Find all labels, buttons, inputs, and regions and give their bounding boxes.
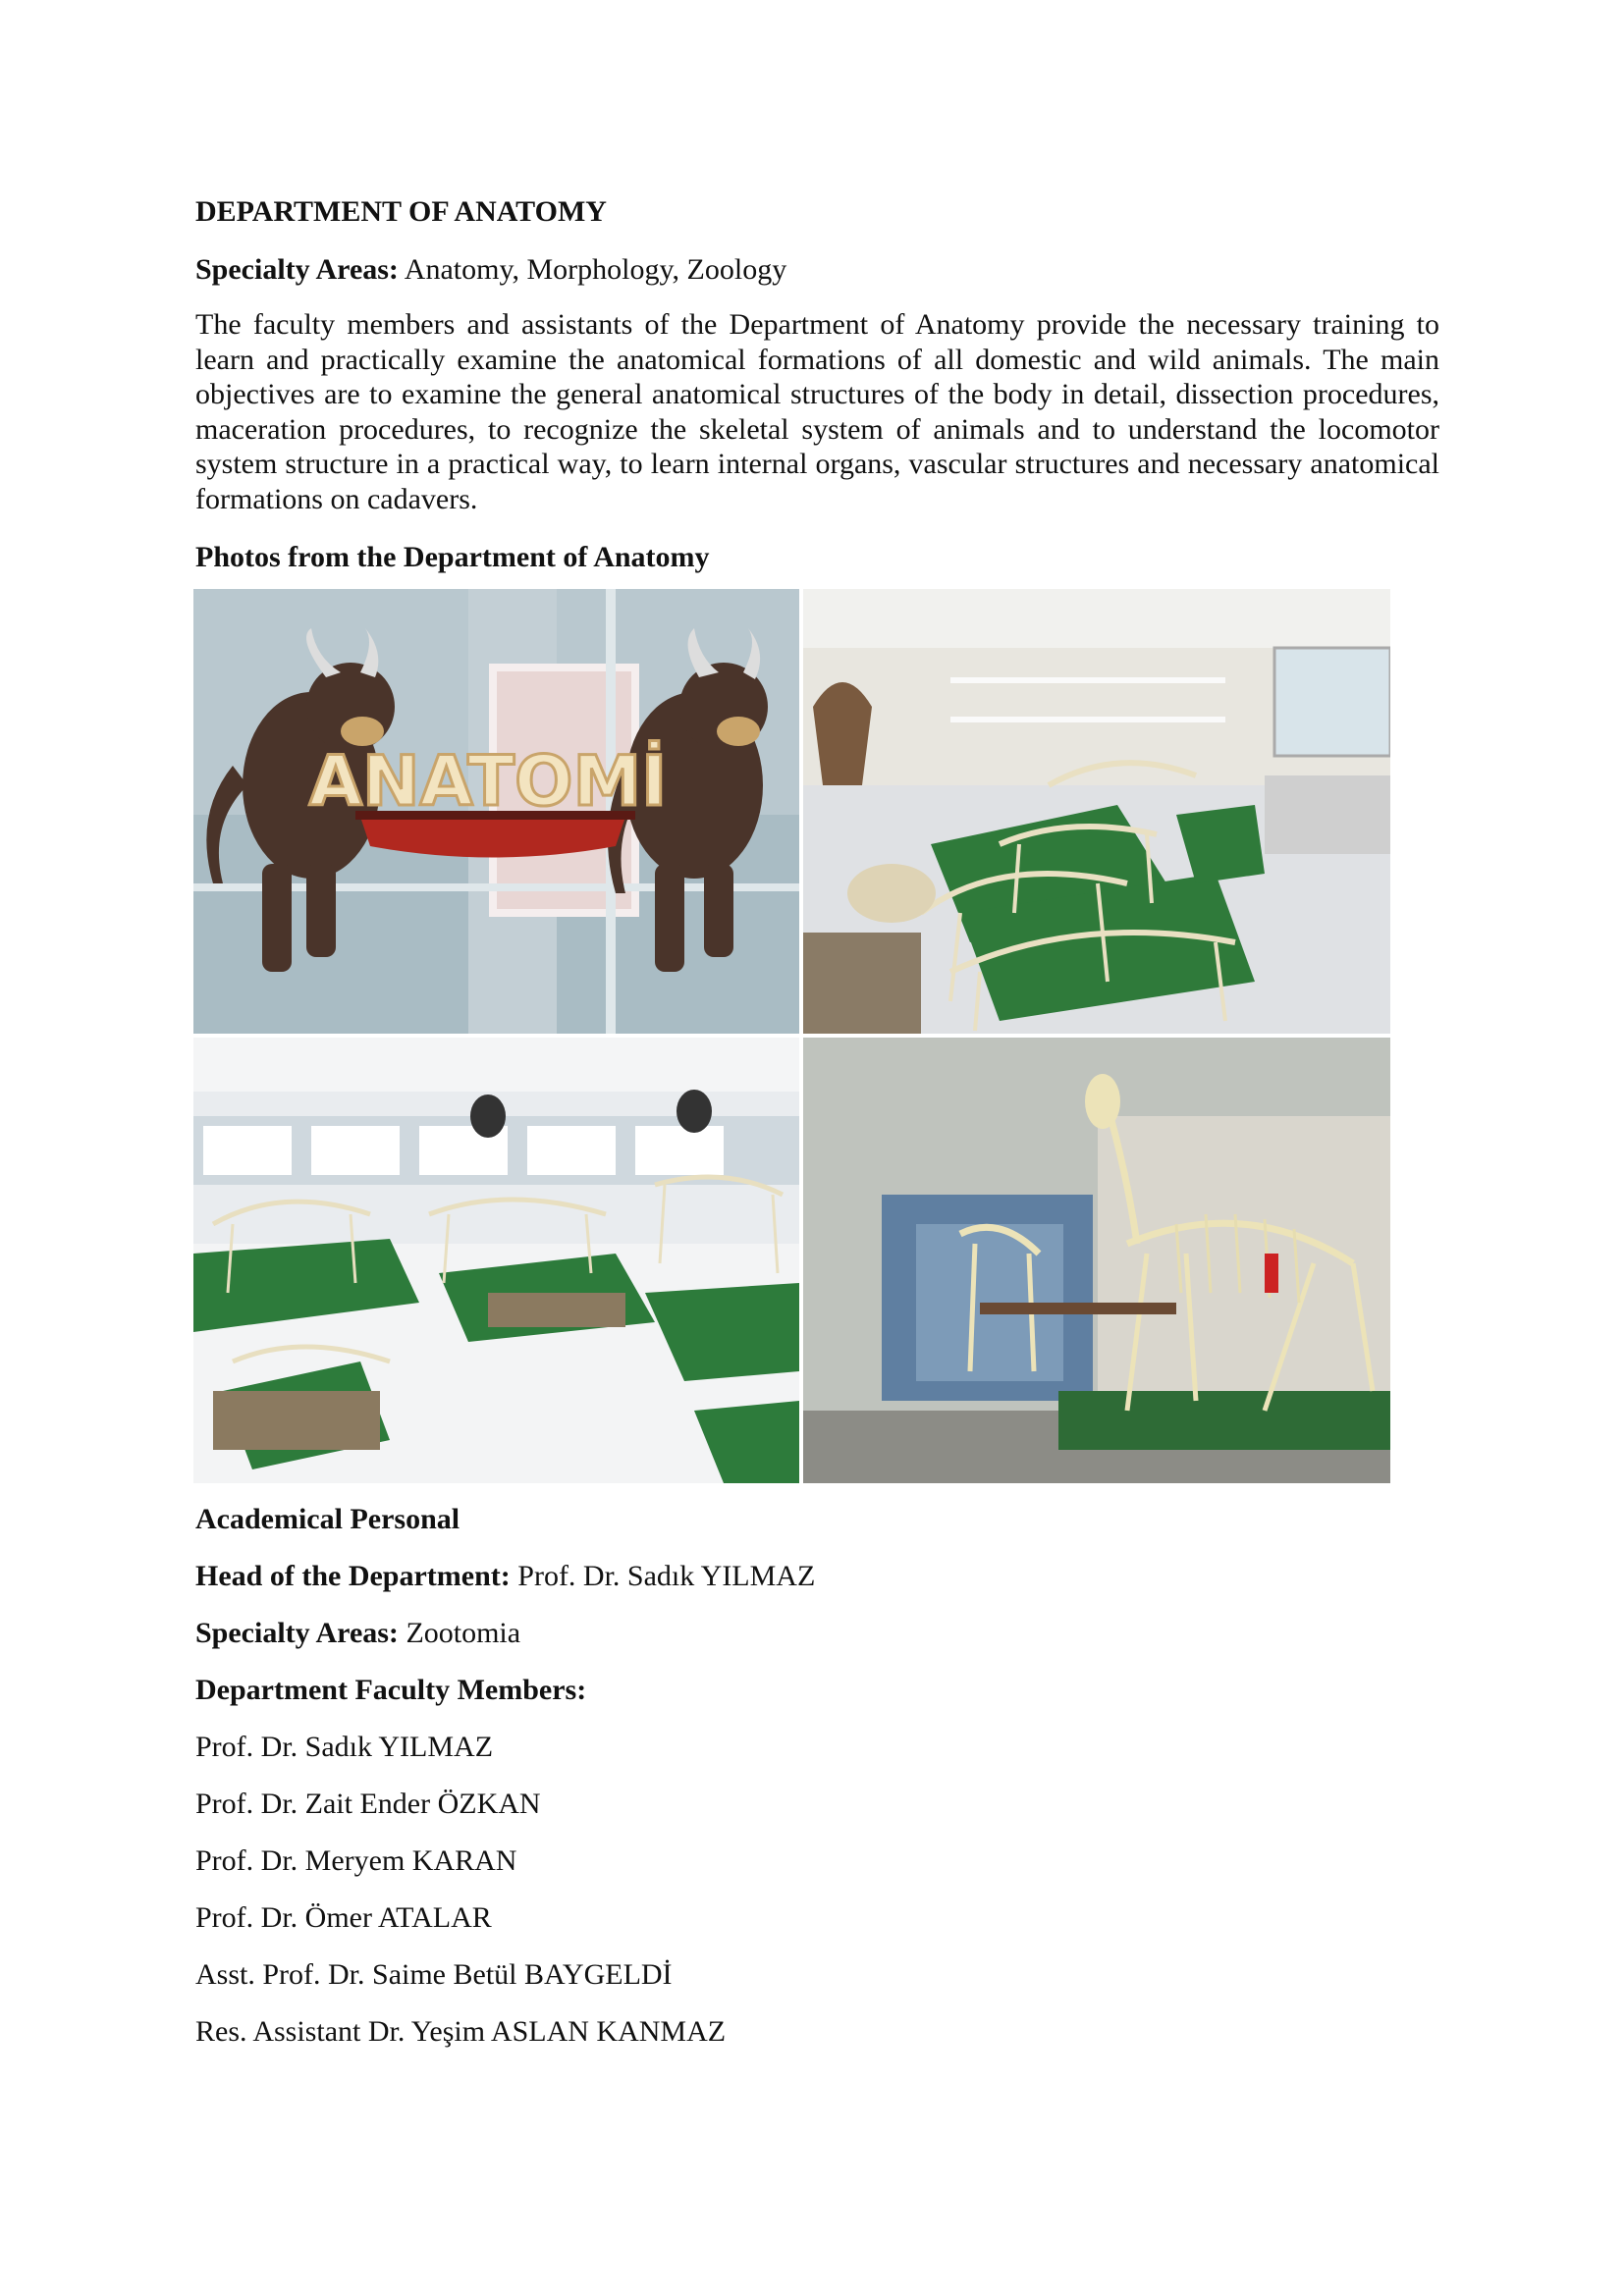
specialty-areas-label: Specialty Areas: bbox=[195, 253, 399, 286]
department-description: The faculty members and assistants of the Department of Anatomy provide the necessary training to learn and practically examine the anatomical formations of all domestic and wild animals. The main objectives are to examine the general anatomical structures of the body in detail, dissection procedures, maceration procedures, to recognize the skeletal system of animals and to understand the locomotor system structure in a practical way, to learn internal organs, vascular structures and necessary anatomical formations on cadavers. bbox=[195, 308, 1439, 515]
photo-exhibition-room bbox=[193, 1038, 799, 1483]
faculty-member: Prof. Dr. Sadık YILMAZ bbox=[195, 1731, 494, 1763]
head-of-department-name: Prof. Dr. Sadık YILMAZ bbox=[517, 1560, 816, 1592]
head-of-department-line bbox=[195, 1559, 815, 1594]
photo-giraffe-skeleton bbox=[803, 1038, 1390, 1483]
head-specialty-line bbox=[195, 1616, 520, 1651]
head-specialty-value: Zootomia bbox=[406, 1617, 521, 1649]
faculty-member: Prof. Dr. Meryem KARAN bbox=[195, 1844, 517, 1877]
faculty-member: Asst. Prof. Dr. Saime Betül BAYGELDİ bbox=[195, 1958, 673, 1991]
faculty-member: Prof. Dr. Ömer ATALAR bbox=[195, 1901, 492, 1934]
photo-museum-hall bbox=[803, 589, 1390, 1034]
head-of-department-label: Head of the Department: bbox=[195, 1560, 511, 1592]
page-title: DEPARTMENT OF ANATOMY bbox=[195, 195, 607, 228]
specialty-areas-line bbox=[195, 252, 786, 288]
faculty-member: Res. Assistant Dr. Yeşim ASLAN KANMAZ bbox=[195, 2015, 727, 2048]
photos-heading: Photos from the Department of Anatomy bbox=[195, 541, 710, 573]
head-specialty-label: Specialty Areas: bbox=[195, 1617, 399, 1649]
mural-lettering: ANATOMİ bbox=[308, 741, 668, 822]
academic-personal-heading: Academical Personal bbox=[195, 1503, 460, 1535]
photo-anatomy-mural bbox=[193, 589, 799, 1034]
faculty-member: Prof. Dr. Zait Ender ÖZKAN bbox=[195, 1788, 541, 1820]
photo-collage bbox=[193, 589, 1390, 1483]
specialty-areas-value: Anatomy, Morphology, Zoology bbox=[404, 253, 787, 286]
faculty-members-heading: Department Faculty Members: bbox=[195, 1674, 587, 1706]
